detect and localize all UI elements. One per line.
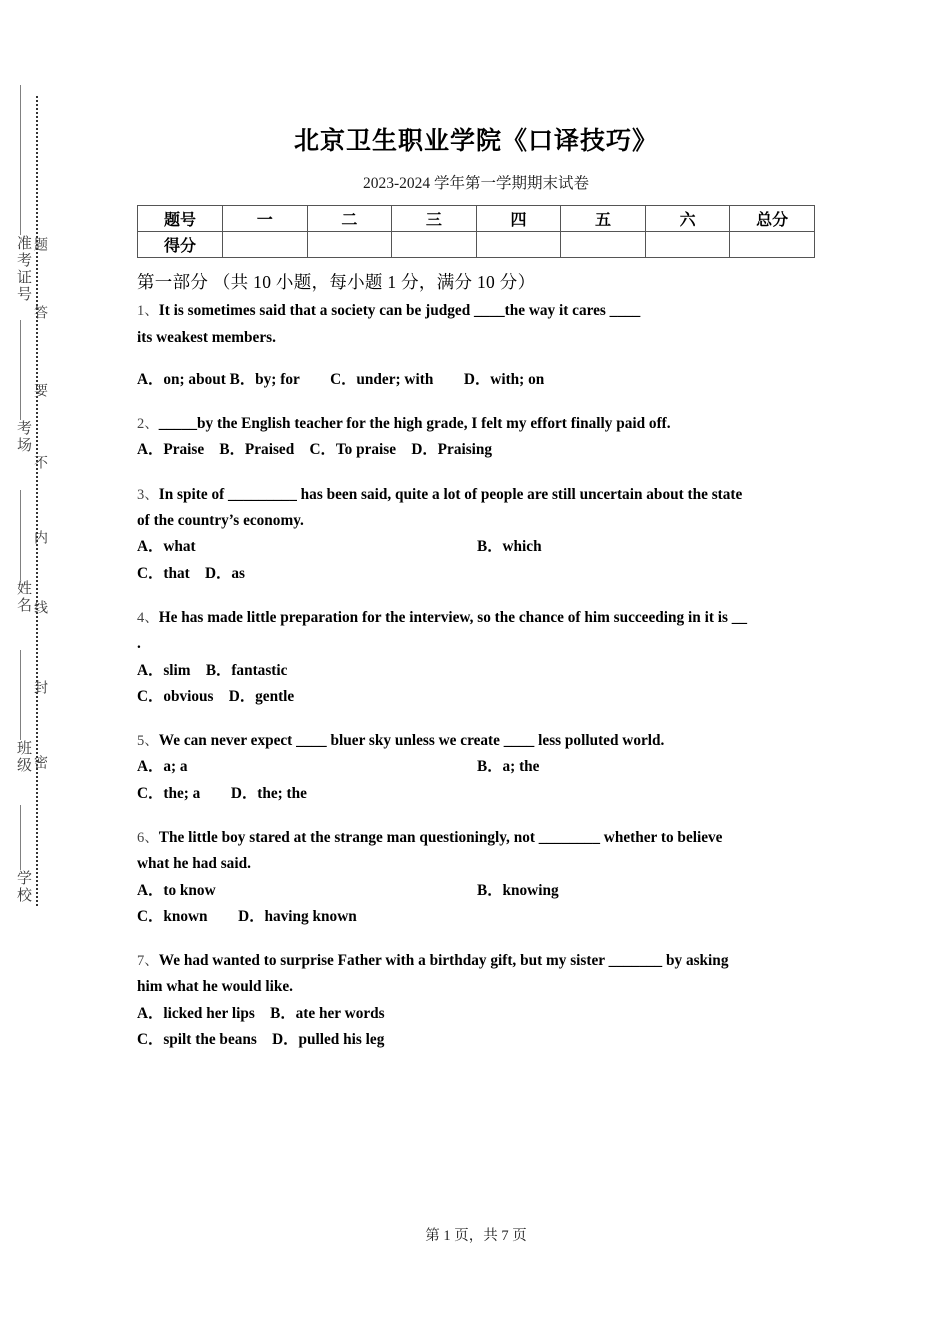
score-table-cell: 五: [561, 206, 646, 232]
question-number: 4、: [137, 609, 159, 626]
option-row[interactable]: C．obvious D．gentle: [137, 687, 295, 705]
question-stem-text: The little boy stared at the strange man questioningly, not ________ whether to believe: [158, 829, 723, 846]
spacer: [137, 351, 815, 367]
question-number: 7、: [137, 953, 159, 970]
exam-paper-body: [137, 0, 815, 1055]
question-stem: [137, 411, 815, 437]
option-b[interactable]: B．knowing: [477, 881, 559, 899]
question-stem: [137, 728, 815, 754]
question-number: 2、: [137, 416, 159, 433]
spacer: [137, 466, 815, 482]
option-row[interactable]: C．spilt the beans D．pulled his leg: [137, 1031, 385, 1049]
spacer: [137, 395, 815, 411]
question-stem-text: We had wanted to surprise Father with a birthday gift, but my sister _______ by asking: [158, 952, 729, 970]
score-table-cell: 题号: [138, 206, 223, 232]
section-heading-part-one: 第一部分 （共 10 小题，每小题 1 分，满分 10 分）: [137, 272, 536, 293]
question-stem-continued: him what he would like.: [137, 978, 293, 996]
exam-seal-strip: [0, 0, 120, 1344]
option-row[interactable]: A．Praise B．Praised C．To praise D．Praising: [137, 441, 493, 459]
question-block-5: [137, 728, 815, 807]
option-a[interactable]: A．to know: [137, 881, 216, 899]
seal-label-admission-number: 准考证号: [15, 235, 31, 303]
score-table: [137, 205, 815, 258]
option-row[interactable]: C．that D．as: [137, 564, 245, 582]
seal-dot-char-mi: 密: [32, 755, 47, 771]
seal-solid-line-segment: [20, 805, 21, 870]
question-block-3: [137, 482, 815, 587]
score-table-cell: 四: [476, 206, 561, 232]
question-stem-text: In spite of _________ has been said, quite a lot of people are still uncertain about the state: [158, 485, 743, 503]
option-row[interactable]: C．known D．having known: [137, 907, 357, 925]
seal-solid-line-segment: [20, 490, 21, 580]
question-block-6: [137, 825, 815, 930]
seal-dot-char-bu: 不: [32, 455, 47, 471]
seal-solid-line-segment: [20, 650, 21, 740]
score-table-cell-input[interactable]: [730, 232, 815, 258]
seal-dot-char-da: 答: [32, 305, 47, 321]
question-stem-continued: .: [137, 635, 141, 653]
seal-label-class: 班级: [15, 740, 31, 774]
question-number: 1、: [137, 303, 159, 320]
option-row: [137, 878, 815, 904]
option-b[interactable]: B．a; the: [477, 758, 540, 776]
seal-solid-line-segment: [20, 85, 21, 235]
seal-dot-char-feng: 封: [32, 680, 47, 696]
question-stem: [137, 605, 815, 631]
question-stem-continued: what he had said.: [137, 855, 251, 873]
option-row: [137, 754, 815, 780]
question-stem-text: He has made little preparation for the interview, so the chance of him succeeding in it is __: [158, 608, 748, 626]
score-table-cell: 六: [645, 206, 730, 232]
seal-dot-char-ti: 题: [32, 237, 47, 253]
question-stem: [137, 298, 815, 324]
question-stem: [137, 482, 815, 508]
option-b[interactable]: B．which: [477, 538, 542, 556]
page-footer: 第 1 页，共 7 页: [425, 1228, 527, 1244]
question-stem-continued: its weakest members.: [137, 328, 276, 346]
spacer: [137, 932, 815, 948]
question-number: 5、: [137, 733, 159, 750]
score-table-cell: 总分: [730, 206, 815, 232]
seal-dot-char-xian: 线: [32, 600, 47, 616]
question-number: 3、: [137, 486, 159, 503]
option-a[interactable]: A．a; a: [137, 758, 188, 776]
seal-label-school: 学校: [15, 870, 31, 904]
seal-dotted-line: [36, 96, 38, 906]
question-block-2: [137, 411, 815, 464]
seal-label-exam-room: 考场: [15, 420, 31, 454]
spacer: [137, 589, 815, 605]
option-row: [137, 534, 815, 560]
option-row[interactable]: C．the; a D．the; the: [137, 784, 307, 802]
score-table-cell-input[interactable]: [223, 232, 308, 258]
question-block-4: [137, 605, 815, 710]
question-block-7: [137, 948, 815, 1053]
score-table-cell-input[interactable]: [476, 232, 561, 258]
score-table-cell: 二: [307, 206, 392, 232]
question-stem-text: It is sometimes said that a society can be judged ____the way it cares ____: [158, 302, 641, 320]
question-stem-text: We can never expect ____ bluer sky unless we create ____ less polluted world.: [158, 732, 665, 750]
seal-dot-char-yao: 要: [32, 383, 47, 399]
score-table-cell-input[interactable]: [307, 232, 392, 258]
question-stem: [137, 825, 815, 851]
score-table-cell-input[interactable]: [392, 232, 477, 258]
option-a[interactable]: A．what: [137, 538, 196, 556]
option-row[interactable]: A．slim B．fantastic: [137, 661, 288, 679]
score-table-cell-input[interactable]: [561, 232, 646, 258]
seal-solid-line-segment: [20, 320, 21, 420]
option-row[interactable]: A．licked her lips B．ate her words: [137, 1004, 385, 1022]
question-block-1: [137, 298, 815, 393]
question-stem: [137, 948, 815, 974]
option-row[interactable]: A．on; about B．by; for C．under; with D．with; on: [137, 370, 545, 388]
score-table-cell: 三: [392, 206, 477, 232]
score-table-cell: 一: [223, 206, 308, 232]
table-row-header: [138, 206, 815, 232]
spacer: [137, 712, 815, 728]
seal-label-name: 姓名: [15, 580, 31, 614]
seal-dot-char-nei: 内: [32, 530, 47, 546]
spacer: [137, 809, 815, 825]
score-table-cell: 得分: [138, 232, 223, 258]
page-title: 北京卫生职业学院《口译技巧》: [293, 127, 658, 155]
question-number: 6、: [137, 830, 159, 846]
question-stem-continued: of the country’s economy.: [137, 512, 304, 530]
question-stem-text: _____by the English teacher for the high grade, I felt my effort finally paid off.: [158, 415, 671, 433]
page-subtitle: 2023-2024 学年第一学期期末试卷: [362, 175, 590, 193]
score-table-cell-input[interactable]: [645, 232, 730, 258]
table-row-score: [138, 232, 815, 258]
